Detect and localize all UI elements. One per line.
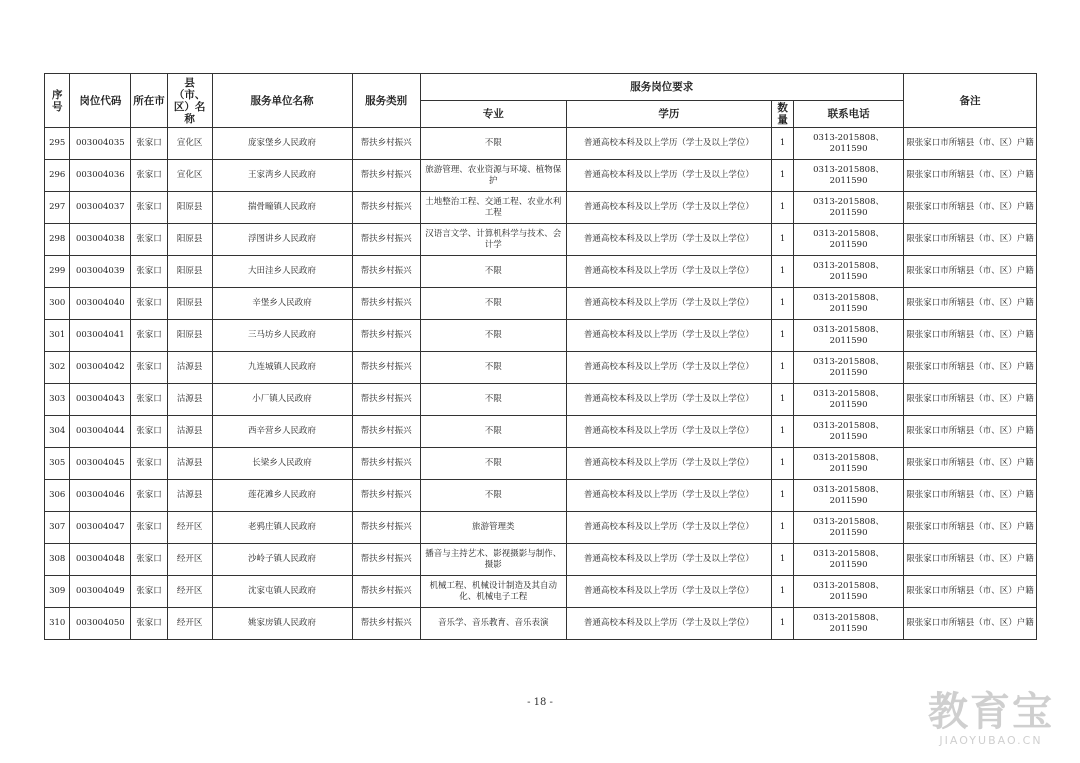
cell-edu: 普通高校本科及以上学历（学士及以上学位） bbox=[566, 160, 771, 192]
cell-note: 限张家口市所辖县（市、区）户籍 bbox=[903, 320, 1036, 352]
cell-note: 限张家口市所辖县（市、区）户籍 bbox=[903, 480, 1036, 512]
cell-unit: 沈家屯镇人民政府 bbox=[212, 576, 352, 608]
cell-city: 张家口 bbox=[131, 448, 168, 480]
cell-type: 帮扶乡村振兴 bbox=[352, 224, 420, 256]
cell-qty: 1 bbox=[771, 224, 793, 256]
cell-major: 不限 bbox=[420, 288, 566, 320]
cell-code: 003004050 bbox=[70, 608, 131, 640]
cell-note: 限张家口市所辖县（市、区）户籍 bbox=[903, 352, 1036, 384]
cell-note: 限张家口市所辖县（市、区）户籍 bbox=[903, 384, 1036, 416]
header-unit: 服务单位名称 bbox=[212, 74, 352, 128]
table-row bbox=[45, 480, 1037, 512]
cell-qty: 1 bbox=[771, 288, 793, 320]
watermark-text: 教育宝 bbox=[928, 689, 1054, 735]
cell-seq: 300 bbox=[45, 288, 70, 320]
cell-phone: 0313-2015808、2011590 bbox=[794, 480, 904, 512]
cell-unit: 老鸦庄镇人民政府 bbox=[212, 512, 352, 544]
table-row bbox=[45, 256, 1037, 288]
cell-edu: 普通高校本科及以上学历（学士及以上学位） bbox=[566, 352, 771, 384]
cell-note: 限张家口市所辖县（市、区）户籍 bbox=[903, 160, 1036, 192]
table-row bbox=[45, 224, 1037, 256]
cell-edu: 普通高校本科及以上学历（学士及以上学位） bbox=[566, 288, 771, 320]
cell-seq: 295 bbox=[45, 128, 70, 160]
cell-note: 限张家口市所辖县（市、区）户籍 bbox=[903, 576, 1036, 608]
table-row bbox=[45, 544, 1037, 576]
cell-county: 经开区 bbox=[167, 576, 212, 608]
cell-code: 003004044 bbox=[70, 416, 131, 448]
cell-city: 张家口 bbox=[131, 512, 168, 544]
cell-code: 003004040 bbox=[70, 288, 131, 320]
cell-code: 003004041 bbox=[70, 320, 131, 352]
cell-type: 帮扶乡村振兴 bbox=[352, 128, 420, 160]
cell-seq: 297 bbox=[45, 192, 70, 224]
header-code: 岗位代码 bbox=[70, 74, 131, 128]
cell-seq: 306 bbox=[45, 480, 70, 512]
cell-seq: 310 bbox=[45, 608, 70, 640]
cell-phone: 0313-2015808、2011590 bbox=[794, 192, 904, 224]
cell-type: 帮扶乡村振兴 bbox=[352, 512, 420, 544]
table-row bbox=[45, 512, 1037, 544]
cell-seq: 302 bbox=[45, 352, 70, 384]
cell-edu: 普通高校本科及以上学历（学士及以上学位） bbox=[566, 512, 771, 544]
cell-code: 003004037 bbox=[70, 192, 131, 224]
cell-code: 003004039 bbox=[70, 256, 131, 288]
cell-seq: 304 bbox=[45, 416, 70, 448]
cell-type: 帮扶乡村振兴 bbox=[352, 192, 420, 224]
cell-major: 不限 bbox=[420, 256, 566, 288]
header-city: 所在市 bbox=[131, 74, 168, 128]
cell-city: 张家口 bbox=[131, 160, 168, 192]
cell-phone: 0313-2015808、2011590 bbox=[794, 416, 904, 448]
header-qty: 数量 bbox=[771, 101, 793, 128]
cell-county: 经开区 bbox=[167, 544, 212, 576]
header-seq: 序号 bbox=[45, 74, 70, 128]
cell-city: 张家口 bbox=[131, 576, 168, 608]
cell-unit: 庞家堡乡人民政府 bbox=[212, 128, 352, 160]
cell-unit: 揣骨疃镇人民政府 bbox=[212, 192, 352, 224]
cell-unit: 王家湾乡人民政府 bbox=[212, 160, 352, 192]
cell-seq: 305 bbox=[45, 448, 70, 480]
cell-edu: 普通高校本科及以上学历（学士及以上学位） bbox=[566, 224, 771, 256]
cell-seq: 296 bbox=[45, 160, 70, 192]
cell-qty: 1 bbox=[771, 320, 793, 352]
cell-unit: 九连城镇人民政府 bbox=[212, 352, 352, 384]
cell-type: 帮扶乡村振兴 bbox=[352, 384, 420, 416]
cell-phone: 0313-2015808、2011590 bbox=[794, 352, 904, 384]
cell-qty: 1 bbox=[771, 480, 793, 512]
cell-phone: 0313-2015808、2011590 bbox=[794, 128, 904, 160]
cell-type: 帮扶乡村振兴 bbox=[352, 352, 420, 384]
cell-note: 限张家口市所辖县（市、区）户籍 bbox=[903, 288, 1036, 320]
cell-unit: 姚家房镇人民政府 bbox=[212, 608, 352, 640]
cell-phone: 0313-2015808、2011590 bbox=[794, 288, 904, 320]
cell-edu: 普通高校本科及以上学历（学士及以上学位） bbox=[566, 192, 771, 224]
cell-city: 张家口 bbox=[131, 544, 168, 576]
cell-city: 张家口 bbox=[131, 416, 168, 448]
cell-edu: 普通高校本科及以上学历（学士及以上学位） bbox=[566, 384, 771, 416]
cell-qty: 1 bbox=[771, 608, 793, 640]
cell-edu: 普通高校本科及以上学历（学士及以上学位） bbox=[566, 320, 771, 352]
cell-unit: 莲花滩乡人民政府 bbox=[212, 480, 352, 512]
table-row bbox=[45, 128, 1037, 160]
table-row bbox=[45, 160, 1037, 192]
cell-seq: 308 bbox=[45, 544, 70, 576]
cell-seq: 307 bbox=[45, 512, 70, 544]
cell-type: 帮扶乡村振兴 bbox=[352, 256, 420, 288]
cell-qty: 1 bbox=[771, 544, 793, 576]
cell-phone: 0313-2015808、2011590 bbox=[794, 224, 904, 256]
watermark-url: JIAOYUBAO.CN bbox=[939, 734, 1043, 747]
cell-note: 限张家口市所辖县（市、区）户籍 bbox=[903, 256, 1036, 288]
cell-major: 土地整治工程、交通工程、农业水利工程 bbox=[420, 192, 566, 224]
cell-phone: 0313-2015808、2011590 bbox=[794, 608, 904, 640]
cell-city: 张家口 bbox=[131, 192, 168, 224]
cell-edu: 普通高校本科及以上学历（学士及以上学位） bbox=[566, 128, 771, 160]
cell-phone: 0313-2015808、2011590 bbox=[794, 576, 904, 608]
cell-city: 张家口 bbox=[131, 320, 168, 352]
cell-code: 003004038 bbox=[70, 224, 131, 256]
cell-city: 张家口 bbox=[131, 256, 168, 288]
cell-county: 沽源县 bbox=[167, 416, 212, 448]
cell-qty: 1 bbox=[771, 352, 793, 384]
cell-county: 阳原县 bbox=[167, 256, 212, 288]
cell-edu: 普通高校本科及以上学历（学士及以上学位） bbox=[566, 448, 771, 480]
cell-seq: 299 bbox=[45, 256, 70, 288]
cell-unit: 长梁乡人民政府 bbox=[212, 448, 352, 480]
cell-note: 限张家口市所辖县（市、区）户籍 bbox=[903, 608, 1036, 640]
table-row bbox=[45, 352, 1037, 384]
cell-phone: 0313-2015808、2011590 bbox=[794, 448, 904, 480]
cell-major: 旅游管理、农业资源与环境、植物保护 bbox=[420, 160, 566, 192]
cell-major: 机械工程、机械设计制造及其自动化、机械电子工程 bbox=[420, 576, 566, 608]
cell-seq: 303 bbox=[45, 384, 70, 416]
cell-major: 汉语言文学、计算机科学与技术、会计学 bbox=[420, 224, 566, 256]
cell-code: 003004035 bbox=[70, 128, 131, 160]
cell-note: 限张家口市所辖县（市、区）户籍 bbox=[903, 224, 1036, 256]
cell-seq: 301 bbox=[45, 320, 70, 352]
cell-code: 003004042 bbox=[70, 352, 131, 384]
cell-qty: 1 bbox=[771, 576, 793, 608]
cell-major: 不限 bbox=[420, 384, 566, 416]
cell-county: 沽源县 bbox=[167, 480, 212, 512]
cell-note: 限张家口市所辖县（市、区）户籍 bbox=[903, 416, 1036, 448]
job-table bbox=[44, 73, 1037, 640]
cell-code: 003004036 bbox=[70, 160, 131, 192]
cell-county: 宣化区 bbox=[167, 160, 212, 192]
table-row bbox=[45, 608, 1037, 640]
cell-type: 帮扶乡村振兴 bbox=[352, 480, 420, 512]
cell-unit: 浮图讲乡人民政府 bbox=[212, 224, 352, 256]
cell-code: 003004047 bbox=[70, 512, 131, 544]
cell-county: 阳原县 bbox=[167, 224, 212, 256]
cell-qty: 1 bbox=[771, 448, 793, 480]
cell-major: 不限 bbox=[420, 128, 566, 160]
cell-unit: 辛堡乡人民政府 bbox=[212, 288, 352, 320]
cell-unit: 小厂镇人民政府 bbox=[212, 384, 352, 416]
header-major: 专业 bbox=[420, 101, 566, 128]
cell-seq: 298 bbox=[45, 224, 70, 256]
cell-note: 限张家口市所辖县（市、区）户籍 bbox=[903, 128, 1036, 160]
cell-city: 张家口 bbox=[131, 480, 168, 512]
header-type: 服务类别 bbox=[352, 74, 420, 128]
cell-city: 张家口 bbox=[131, 224, 168, 256]
cell-phone: 0313-2015808、2011590 bbox=[794, 512, 904, 544]
table-row bbox=[45, 384, 1037, 416]
cell-city: 张家口 bbox=[131, 128, 168, 160]
cell-code: 003004046 bbox=[70, 480, 131, 512]
cell-qty: 1 bbox=[771, 416, 793, 448]
cell-code: 003004043 bbox=[70, 384, 131, 416]
cell-phone: 0313-2015808、2011590 bbox=[794, 160, 904, 192]
cell-major: 不限 bbox=[420, 480, 566, 512]
cell-type: 帮扶乡村振兴 bbox=[352, 160, 420, 192]
cell-city: 张家口 bbox=[131, 608, 168, 640]
table-body bbox=[45, 128, 1037, 640]
cell-qty: 1 bbox=[771, 192, 793, 224]
cell-edu: 普通高校本科及以上学历（学士及以上学位） bbox=[566, 256, 771, 288]
cell-type: 帮扶乡村振兴 bbox=[352, 544, 420, 576]
cell-county: 阳原县 bbox=[167, 192, 212, 224]
watermark-logo bbox=[928, 690, 1054, 747]
cell-code: 003004049 bbox=[70, 576, 131, 608]
cell-note: 限张家口市所辖县（市、区）户籍 bbox=[903, 544, 1036, 576]
cell-edu: 普通高校本科及以上学历（学士及以上学位） bbox=[566, 608, 771, 640]
cell-major: 不限 bbox=[420, 448, 566, 480]
cell-type: 帮扶乡村振兴 bbox=[352, 608, 420, 640]
cell-edu: 普通高校本科及以上学历（学士及以上学位） bbox=[566, 480, 771, 512]
cell-city: 张家口 bbox=[131, 352, 168, 384]
table-row bbox=[45, 288, 1037, 320]
cell-note: 限张家口市所辖县（市、区）户籍 bbox=[903, 448, 1036, 480]
cell-qty: 1 bbox=[771, 256, 793, 288]
cell-type: 帮扶乡村振兴 bbox=[352, 576, 420, 608]
cell-phone: 0313-2015808、2011590 bbox=[794, 384, 904, 416]
cell-note: 限张家口市所辖县（市、区）户籍 bbox=[903, 192, 1036, 224]
cell-city: 张家口 bbox=[131, 384, 168, 416]
page-number: - 18 - bbox=[527, 697, 553, 708]
cell-major: 音乐学、音乐教育、音乐表演 bbox=[420, 608, 566, 640]
cell-major: 播音与主持艺术、影视摄影与制作、摄影 bbox=[420, 544, 566, 576]
cell-unit: 西辛营乡人民政府 bbox=[212, 416, 352, 448]
table-row bbox=[45, 576, 1037, 608]
cell-county: 沽源县 bbox=[167, 384, 212, 416]
header-phone: 联系电话 bbox=[794, 101, 904, 128]
cell-phone: 0313-2015808、2011590 bbox=[794, 544, 904, 576]
cell-unit: 沙岭子镇人民政府 bbox=[212, 544, 352, 576]
cell-phone: 0313-2015808、2011590 bbox=[794, 320, 904, 352]
cell-city: 张家口 bbox=[131, 288, 168, 320]
table-row bbox=[45, 416, 1037, 448]
cell-type: 帮扶乡村振兴 bbox=[352, 320, 420, 352]
cell-edu: 普通高校本科及以上学历（学士及以上学位） bbox=[566, 416, 771, 448]
cell-phone: 0313-2015808、2011590 bbox=[794, 256, 904, 288]
cell-qty: 1 bbox=[771, 128, 793, 160]
cell-qty: 1 bbox=[771, 512, 793, 544]
cell-qty: 1 bbox=[771, 384, 793, 416]
cell-major: 旅游管理类 bbox=[420, 512, 566, 544]
cell-major: 不限 bbox=[420, 416, 566, 448]
cell-edu: 普通高校本科及以上学历（学士及以上学位） bbox=[566, 576, 771, 608]
cell-county: 阳原县 bbox=[167, 288, 212, 320]
cell-major: 不限 bbox=[420, 352, 566, 384]
cell-type: 帮扶乡村振兴 bbox=[352, 416, 420, 448]
cell-seq: 309 bbox=[45, 576, 70, 608]
cell-code: 003004048 bbox=[70, 544, 131, 576]
cell-edu: 普通高校本科及以上学历（学士及以上学位） bbox=[566, 544, 771, 576]
cell-county: 沽源县 bbox=[167, 352, 212, 384]
header-county: 县（市、区）名称 bbox=[167, 74, 212, 128]
header-edu: 学历 bbox=[566, 101, 771, 128]
cell-unit: 三马坊乡人民政府 bbox=[212, 320, 352, 352]
table-row bbox=[45, 320, 1037, 352]
cell-county: 阳原县 bbox=[167, 320, 212, 352]
cell-county: 经开区 bbox=[167, 512, 212, 544]
cell-county: 经开区 bbox=[167, 608, 212, 640]
table-row bbox=[45, 448, 1037, 480]
table-row bbox=[45, 192, 1037, 224]
header-requirements: 服务岗位要求 bbox=[420, 74, 903, 101]
cell-type: 帮扶乡村振兴 bbox=[352, 448, 420, 480]
header-note: 备注 bbox=[903, 74, 1036, 128]
cell-county: 宣化区 bbox=[167, 128, 212, 160]
cell-major: 不限 bbox=[420, 320, 566, 352]
cell-code: 003004045 bbox=[70, 448, 131, 480]
cell-type: 帮扶乡村振兴 bbox=[352, 288, 420, 320]
cell-unit: 大田洼乡人民政府 bbox=[212, 256, 352, 288]
cell-note: 限张家口市所辖县（市、区）户籍 bbox=[903, 512, 1036, 544]
cell-county: 沽源县 bbox=[167, 448, 212, 480]
cell-qty: 1 bbox=[771, 160, 793, 192]
